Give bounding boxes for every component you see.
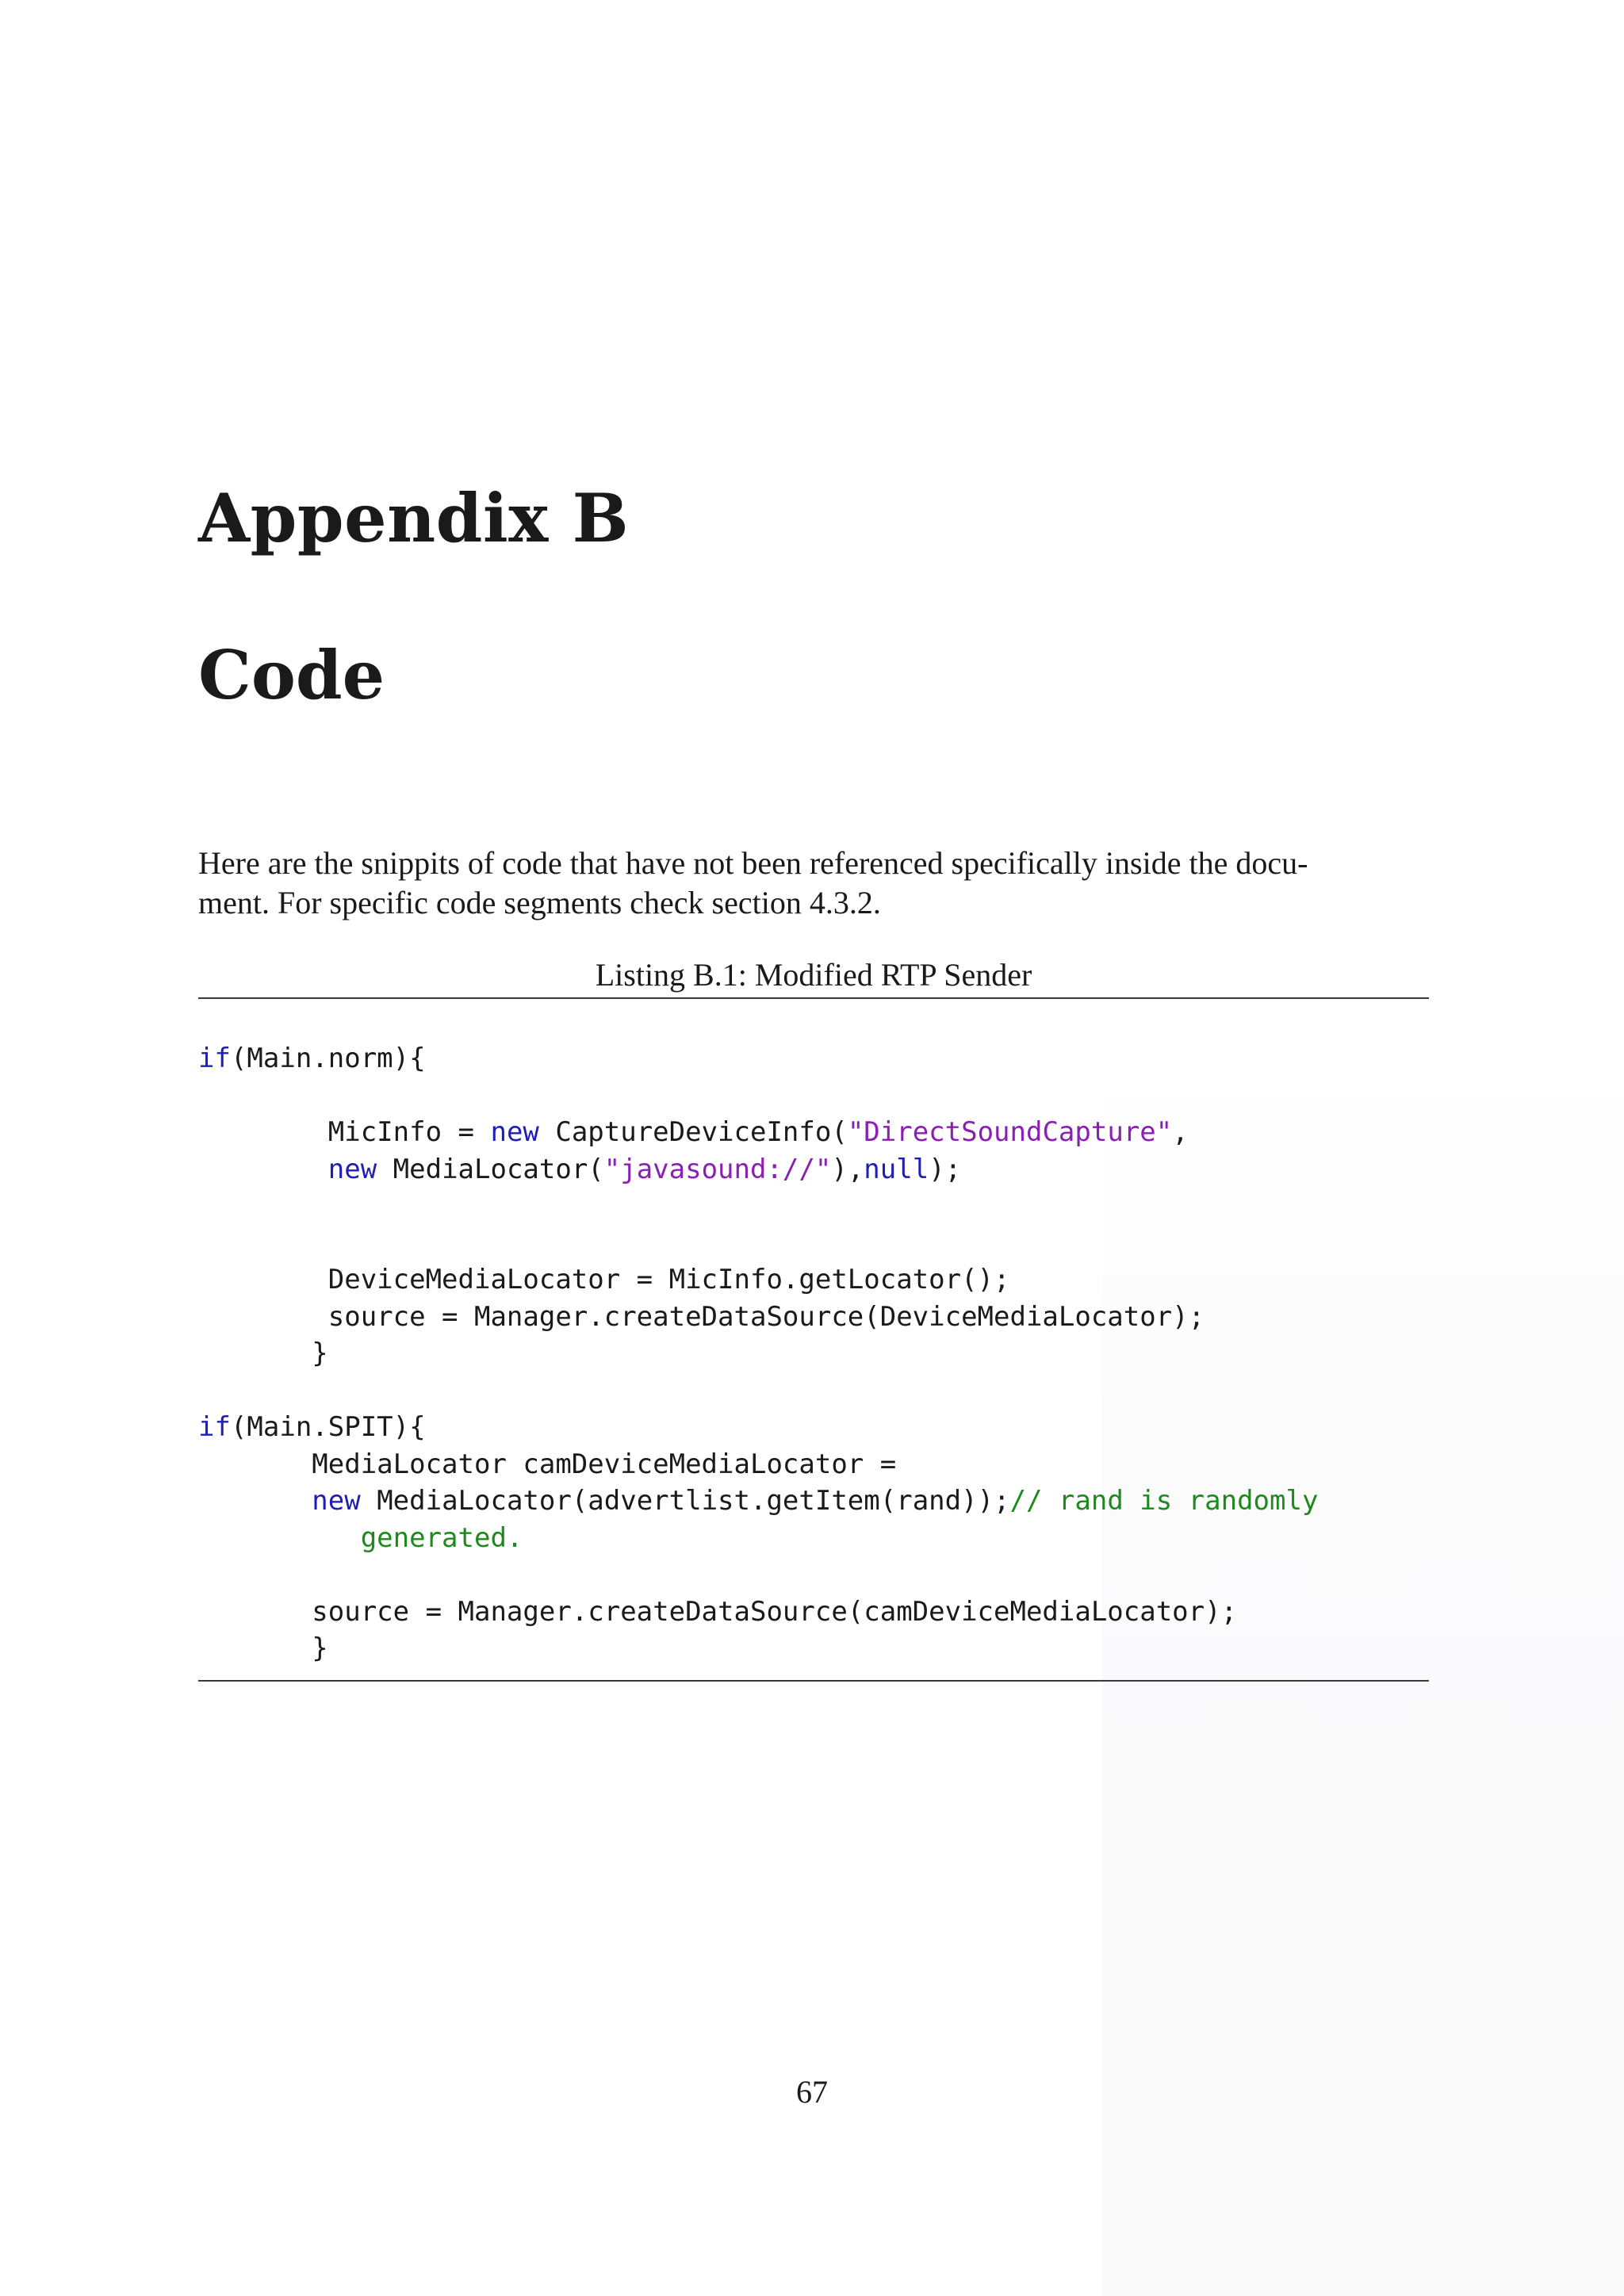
code-token: MediaLocator camDeviceMediaLocator = [198,1448,897,1480]
code-token: MediaLocator( [377,1153,604,1185]
code-line [198,1520,1429,1557]
code-listing [198,1040,1429,1667]
code-token: null [864,1153,929,1185]
code-line [198,1409,1429,1446]
code-token: DeviceMediaLocator = MicInfo.getLocator(); [198,1264,1010,1295]
code-token: new [327,1153,377,1185]
code-line [198,1594,1429,1631]
code-token: MicInfo = [198,1116,491,1148]
intro-line-2: ment. For specific code segments check section 4.3.2. [198,885,881,920]
code-token: , [1172,1116,1189,1148]
code-line [198,1299,1429,1336]
code-token: CaptureDeviceInfo( [538,1116,848,1148]
code-line [198,1151,1429,1188]
listing-bottom-rule [198,1680,1429,1682]
code-token: "DirectSoundCapture" [847,1116,1173,1148]
code-line [198,1556,1429,1594]
code-token: generated. [360,1521,523,1554]
code-token: source = Manager.createDataSource(camDeviceMediaLocator); [198,1595,1238,1628]
code-line [198,1188,1429,1225]
code-token: if [198,1411,231,1443]
code-token: if [198,1043,231,1074]
code-token: ), [831,1153,864,1185]
code-token: ); [929,1153,962,1185]
code-token: (Main.norm){ [230,1043,426,1074]
code-token: // rand is randomly [1009,1485,1319,1517]
code-token: (Main.SPIT){ [230,1411,426,1443]
code-line [198,1335,1429,1372]
page-number: 67 [796,2074,828,2110]
code-line [198,1483,1429,1520]
chapter-label: Appendix B [198,479,630,557]
code-line [198,1225,1429,1262]
code-token [198,1154,328,1185]
code-line [198,1372,1429,1410]
code-token: "javasound://" [603,1153,832,1185]
code-token: new [490,1116,539,1148]
code-token [198,1522,361,1554]
listing-top-rule [198,997,1429,999]
code-token: } [198,1337,328,1369]
code-token: MediaLocator(advertlist.getItem(rand)); [360,1485,1010,1517]
code-line [198,1446,1429,1483]
intro-paragraph [198,844,1427,923]
code-token: source = Manager.createDataSource(DeviceMediaLocator); [198,1300,1205,1333]
code-line [198,1040,1429,1077]
code-token: new [312,1485,361,1517]
code-line [198,1261,1429,1299]
code-line [198,1630,1429,1667]
code-line [198,1114,1429,1151]
code-token: } [198,1632,328,1664]
listing-caption: Listing B.1: Modified RTP Sender [595,957,1032,993]
chapter-title: Code [198,636,385,714]
code-token [198,1485,312,1517]
intro-line-1: Here are the snippits of code that have not been referenced specifically inside the docu- [198,845,1308,881]
code-line [198,1077,1429,1115]
